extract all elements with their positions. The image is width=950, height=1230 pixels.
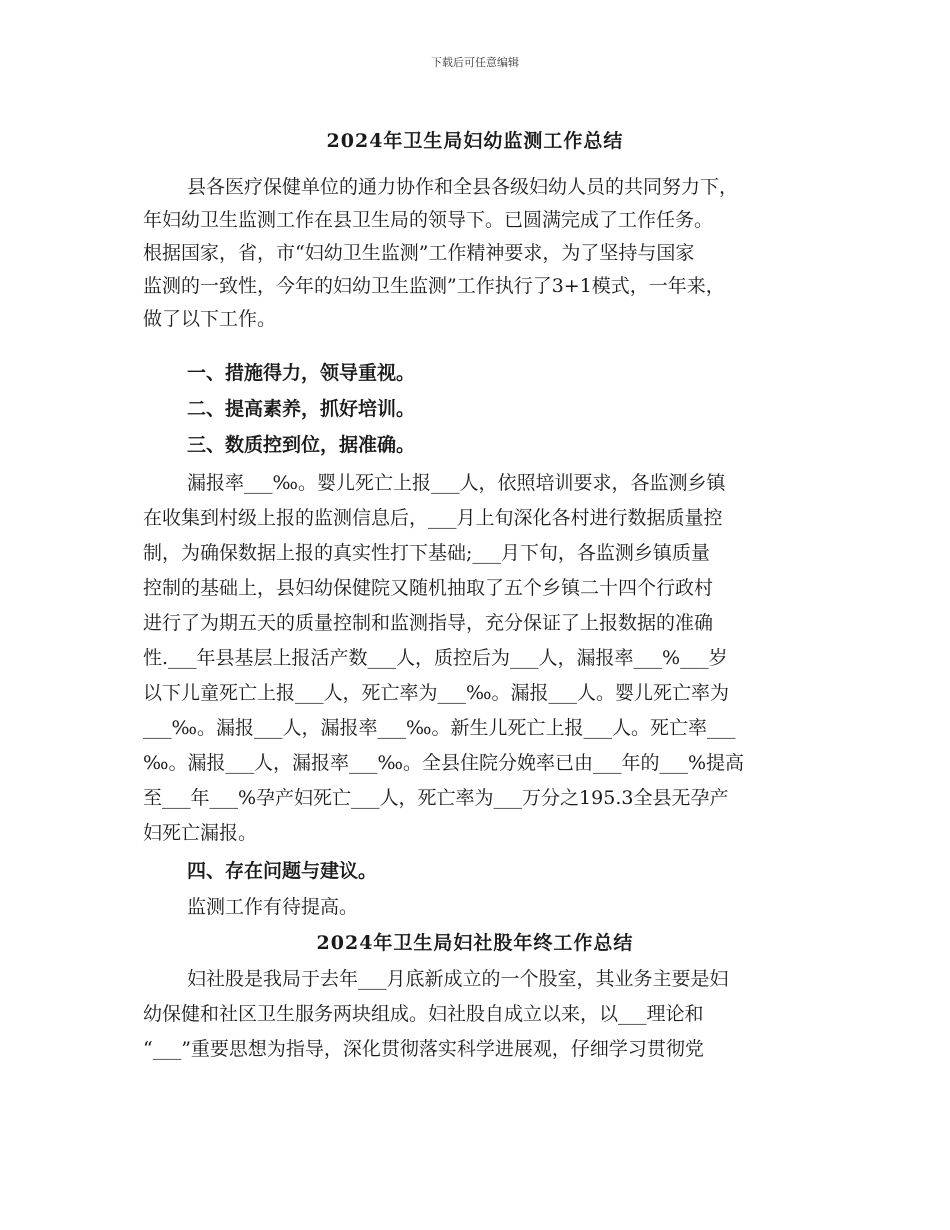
paragraph-line: 在收集到村级上报的监测信息后，___月上旬深化各村进行数据质量控 (143, 507, 723, 529)
paragraph-line: 至___年___%孕产妇死亡___人，死亡率为___万分之195.3全县无孕产 (143, 787, 729, 809)
paragraph-line: 县各医疗保健单位的通力协作和全县各级妇幼人员的共同努力下， (187, 176, 739, 198)
paragraph-line: 年妇幼卫生监测工作在县卫生局的领导下。已圆满完成了工作任务。 (143, 209, 714, 231)
paragraph-line: 妇社股是我局于去年___月底新成立的一个股室，其业务主要是妇 (187, 968, 729, 990)
page-header: 下载后可任意编辑 (431, 56, 519, 69)
section-heading: 二、提高素养，抓好培训。 (187, 398, 416, 420)
paragraph-line: ___‰。漏报___人，漏报率___‰。新生儿死亡上报___人。死亡率___ (143, 717, 736, 739)
paragraph-line: 幼保健和社区卫生服务两块组成。妇社股自成立以来，以___理论和 (143, 1003, 704, 1025)
paragraph-line: 监测的一致性，今年的妇幼卫生监测”工作执行了3+1模式，一年来， (143, 275, 725, 297)
paragraph-line: 漏报率___‰。婴儿死亡上报___人，依照培训要求，各监测乡镇 (187, 472, 726, 494)
paragraph-line: 以下儿童死亡上报___人，死亡率为___‰。漏报___人。婴儿死亡率为 (143, 682, 729, 704)
section-heading: 三、数质控到位，据准确。 (187, 434, 416, 456)
paragraph-line: 做了以下工作。 (143, 308, 277, 330)
paragraph-line: 监测工作有待提高。 (187, 896, 359, 918)
paragraph-line: “___”重要思想为指导，深化贯彻落实科学进展观，仔细学习贯彻党 (143, 1038, 704, 1060)
section-heading: 一、措施得力，领导重视。 (187, 362, 416, 384)
document-title: 2024年卫生局妇幼监测工作总结 (326, 130, 624, 152)
paragraph-line: 妇死亡漏报。 (143, 822, 258, 844)
paragraph-line: ‰。漏报___人，漏报率___‰。全县住院分娩率已由___年的___%提高 (143, 752, 745, 774)
section-heading: 四、存在问题与建议。 (187, 860, 378, 882)
paragraph-line: 制，为确保数据上报的真实性打下基础;___月下旬，各监测乡镇质量 (143, 542, 710, 564)
document-title-2: 2024年卫生局妇社股年终工作总结 (316, 932, 634, 954)
paragraph-line: 进行了为期五天的质量控制和监测指导，充分保证了上报数据的准确 (143, 612, 714, 634)
paragraph-line: 控制的基础上，县妇幼保健院又随机抽取了五个乡镇二十四个行政村 (143, 577, 714, 599)
paragraph-line: 性.___年县基层上报活产数___人，质控后为___人，漏报率___%___岁 (143, 647, 728, 669)
paragraph-line: 根据国家，省，市“妇幼卫生监测”工作精神要求，为了坚持与国家 (143, 242, 695, 264)
